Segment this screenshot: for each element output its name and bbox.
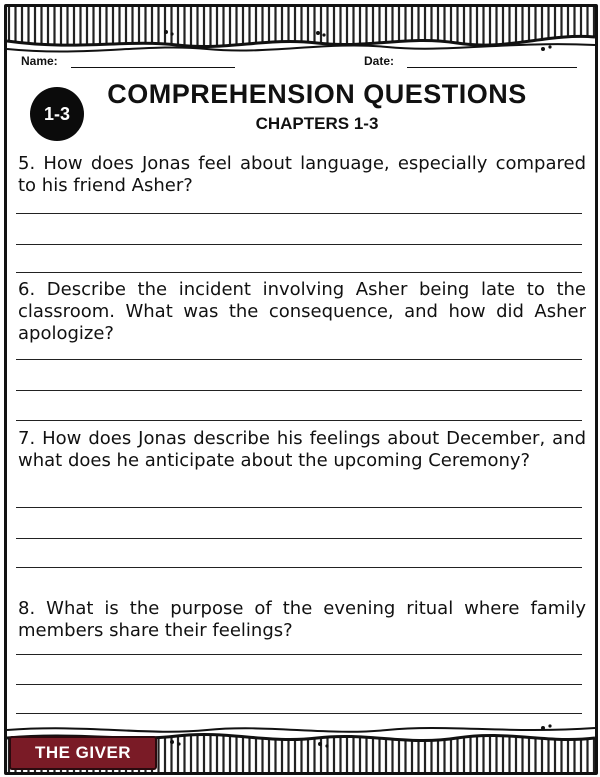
name-line[interactable] — [71, 67, 235, 68]
question-6: 6. Describe the incident involving Asher being late to the classroom. What was the consequence, and how did Asher apologize? — [18, 279, 586, 344]
date-line[interactable] — [407, 67, 577, 68]
name-date-row — [21, 54, 581, 70]
name-label: Name: — [21, 54, 58, 68]
answer-line[interactable] — [16, 684, 582, 685]
answer-line[interactable] — [16, 390, 582, 391]
question-8: 8. What is the purpose of the evening ritual where family members share their feelings? — [18, 598, 586, 641]
answer-line[interactable] — [16, 507, 582, 508]
answer-line[interactable] — [16, 420, 582, 421]
page-title: COMPREHENSION QUESTIONS — [107, 79, 527, 109]
question-7: 7. How does Jonas describe his feelings about December, and what does he anticipate about the upcoming Ceremony? — [18, 428, 586, 471]
question-5: 5. How does Jonas feel about language, especially compared to his friend Asher? — [18, 153, 586, 196]
answer-line[interactable] — [16, 713, 582, 714]
top-stripe-border — [7, 7, 595, 59]
page-subtitle: CHAPTERS 1-3 — [255, 114, 379, 133]
worksheet-page — [4, 4, 598, 775]
date-label: Date: — [364, 54, 395, 68]
answer-line[interactable] — [16, 244, 582, 245]
answer-line[interactable] — [16, 359, 582, 360]
answer-line[interactable] — [16, 654, 582, 655]
chapter-badge: 1-3 — [30, 87, 84, 141]
answer-line[interactable] — [16, 213, 582, 214]
book-title: THE GIVER — [34, 743, 132, 762]
answer-line[interactable] — [16, 567, 582, 568]
answer-line[interactable] — [16, 538, 582, 539]
book-title-tag — [9, 736, 157, 770]
answer-line[interactable] — [16, 272, 582, 273]
